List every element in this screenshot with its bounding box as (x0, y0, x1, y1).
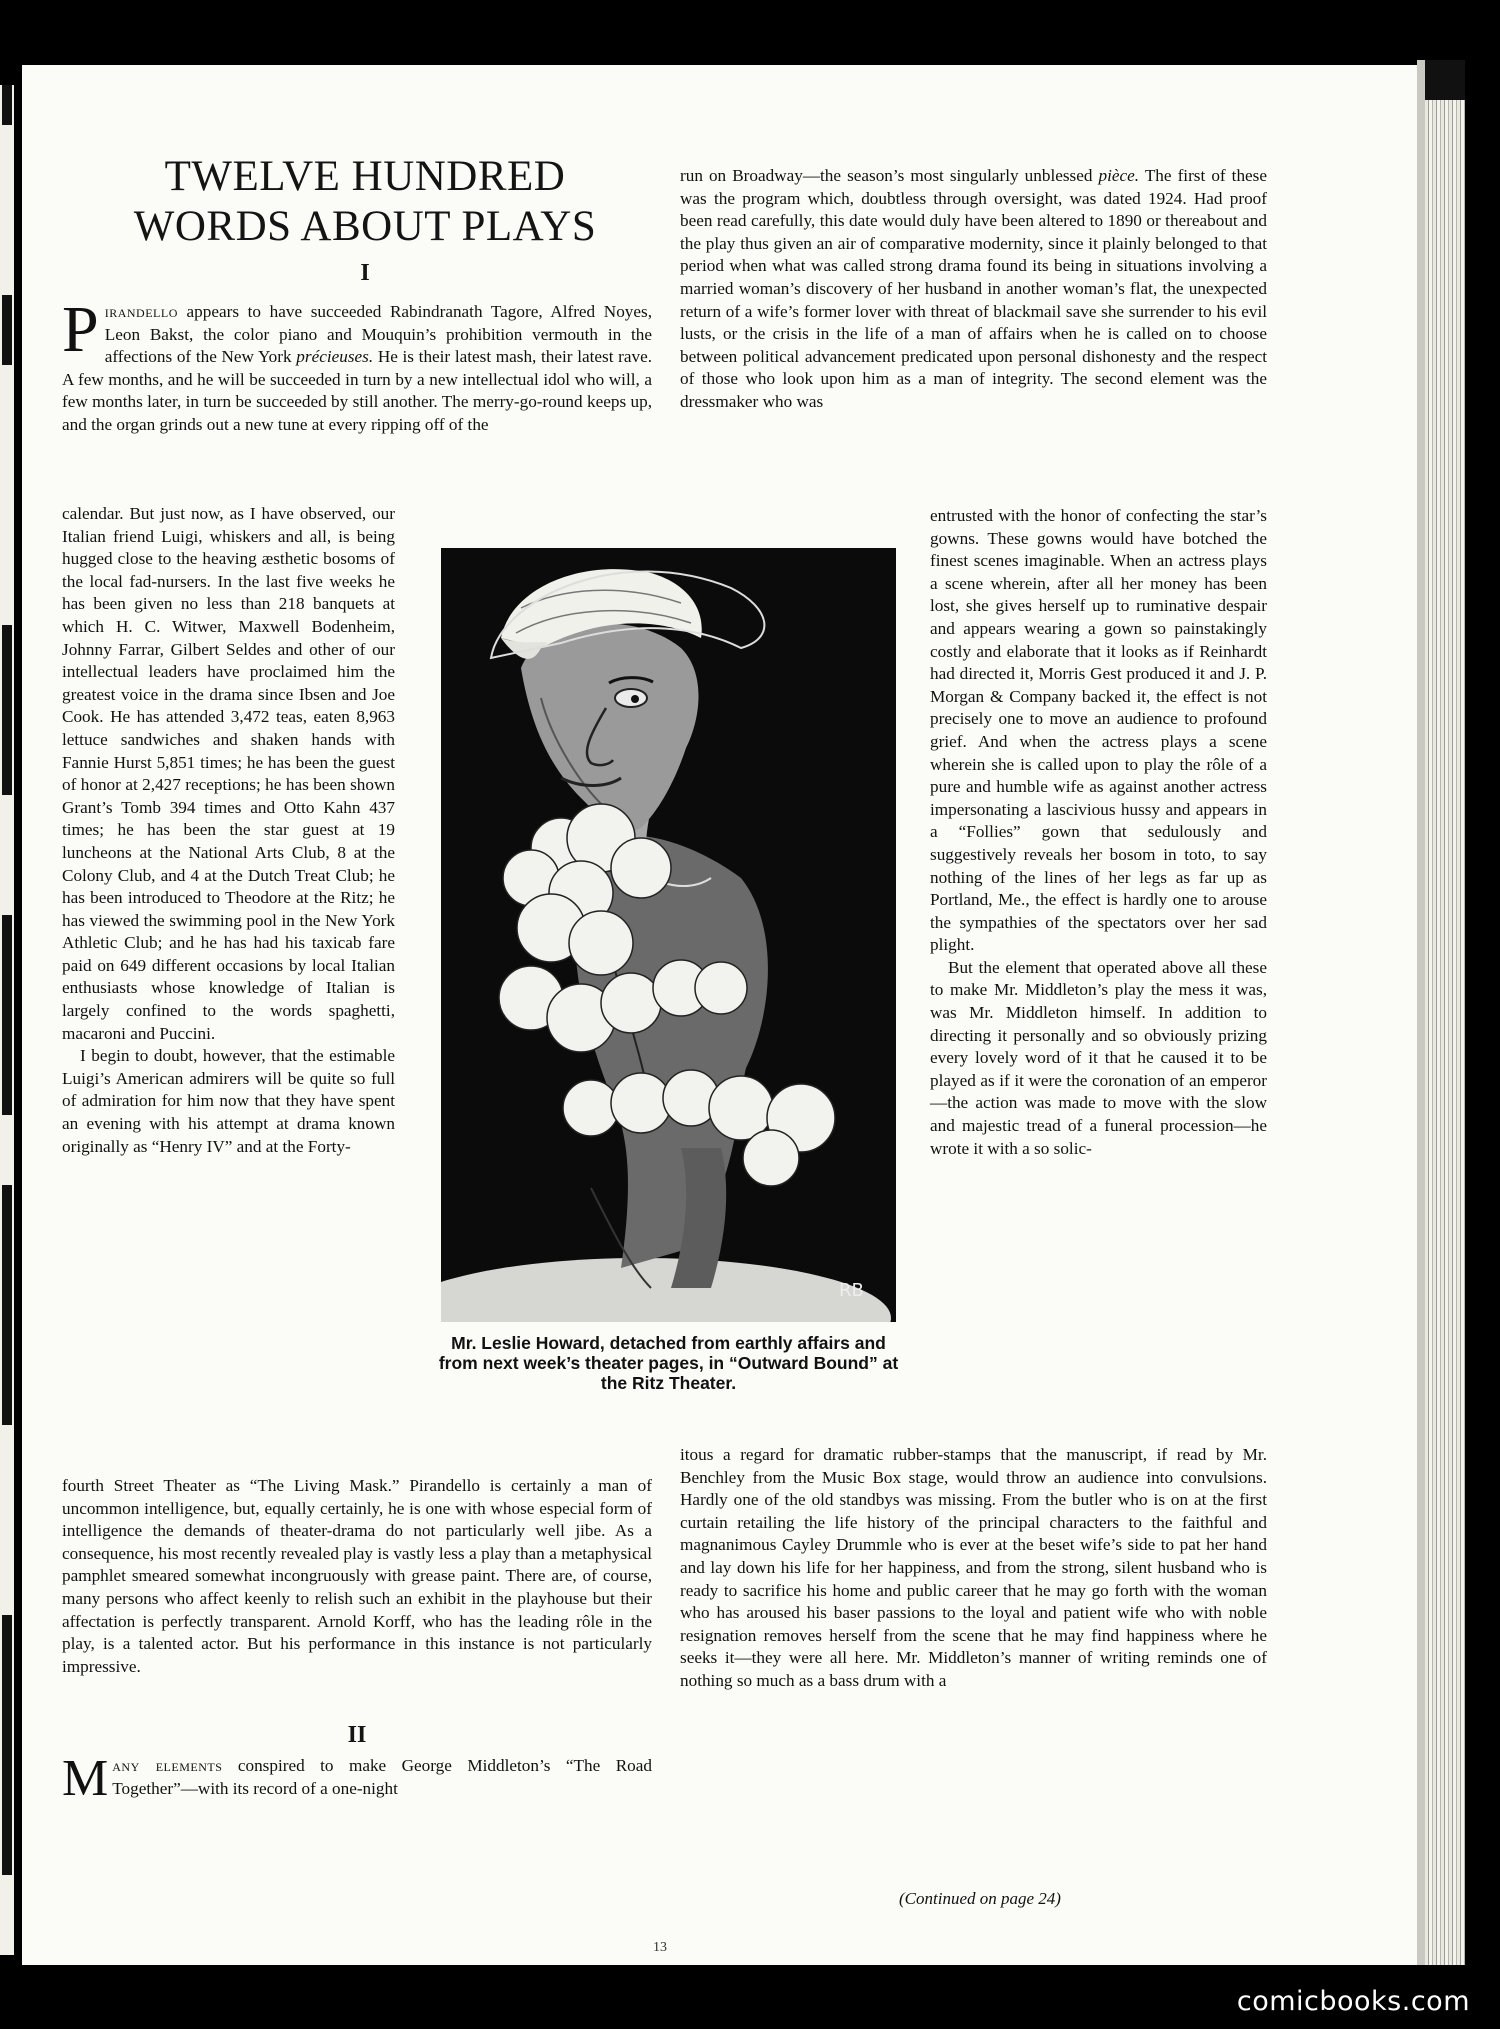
section-1-narrow-text: calendar. But just now, as I have observed, our Italian friend Luigi, whiskers and all, is being hugged close to the heaving æsthetic bosoms of the local fad-nursers. In the last five weeks he has been given no less than 218 banquets at which H. C. Witwer, Maxwell Bodenheim, Johnny Farrar, Gilbert Seldes and other of our intellectual leaders have proclaimed him the greatest voice in the drama since Ibsen and Joe Cook. He has attended 3,472 teas, eaten 8,963 lettuce sandwiches and shaken hands with Fannie Hurst 5,851 times; he has been the guest of honor at 2,427 receptions; he has been shown Grant’s Tomb 394 times and Otto Kahn 437 times; he has been the star guest at 19 luncheons at the National Arts Club, 8 at the Colony Club, and 4 at the Dutch Treat Club; he has been introduced to Theodore at the Ritz; he has viewed the swimming pool in the New York Athletic Club; and he has had his taxicab fare paid on 649 different occasions by local Italian enthusiasts whose knowledge of Italian is largely confined to the words spaghetti, macaroni and Puccini. I begin to doubt, however, that the estimable Luigi’s American admirers will be quite so full of admiration for him now that they have spent an evening with his attempt at drama known originally as “Henry IV” and at the Forty- (62, 504, 395, 1156)
book-page-edges (1417, 60, 1465, 1965)
section-1-closing: fourth Street Theater as “The Living Mask.” Pirandello is certainly a man of uncommon intelligence, but, equally certainly, he is one with whose especial form of intelligence the demands of theater-drama do not particularly well jibe. As a consequence, his most recently revealed play is vastly less a play than a metaphysical pamphlet smeared somewhat incongruously with grease paint. There are, of course, many persons who affect keenly to relish such an exhibit in the playhouse but their affectation is perfectly transparent. Arnold Korff, who has the leading rôle in the play, is a talented actor. But his performance in this instance is not particularly impressive. (62, 1476, 652, 1676)
section-number-1: I (360, 260, 370, 286)
leslie-howard-caricature (441, 548, 896, 1322)
artist-monogram: RB (839, 1280, 864, 1301)
page-number: 13 (653, 1940, 667, 1955)
site-watermark: comicbooks.com (1236, 1986, 1470, 2017)
previous-page-edge (0, 85, 14, 1955)
column-2-top: run on Broadway—the season’s most singularly unblessed pièce. The first of these was the program which, doubtless through oversight, was dated 1924. Had proof been read carefully, this date would duly have been altered to 1890 or thereabout and the play thus given an air of comparative modernity, since it plainly belonged to that period when what was called strong drama found its being in situations involving a married woman’s discovery of her husband in another woman’s flat, the unexpected return of a wife’s former lover with threat of blackmail save she surrender to his evil lusts, or the crisis in the life of a man of affairs when he is called on to choose between political advancement predicated upon personal dishonesty and the respect of those who look upon him as a man of integrity. The second element was the dressmaker who was (680, 166, 1267, 411)
drop-cap: P (62, 293, 99, 366)
column-2-bottom: itous a regard for dramatic rubber-stamps that the manuscript, if read by Mr. Benchley from the Music Box stage, would throw an audience into convulsions. Hardly one of the old standbys was missing. From the butler who is on at the first curtain retailing the life history of the principal characters to the faithful and magnanimous Cayley Drummle who is ever at the beset wife’s side to pat her hand and lay down his life for her happiness, and from the strong, silent husband who is ready to sacrifice his home and public career that he may go forth with the woman who has aroused his baser passions to the loyal and patient wife who with noble resignation removes herself from the scene that he may find happiness where he seeks it—they were all here. Mr. Middleton’s manner of writing reminds one of nothing so much as a bass drum with a (680, 1445, 1267, 1690)
section-1-opening: Pirandello appears to have succeeded Rabindranath Tagore, Alfred Noyes, Leon Bakst, the color piano and Mouquin’s prohibition vermouth in the affections of the New York précieuses. He is their latest mash, their latest rave. A few months, and he will be succeeded in turn by a new intellectual idol who will, a few months later, in turn be succeeded by still another. The merry-go-round keeps up, and the organ grinds out a new tune at every ripping off of the (62, 293, 653, 434)
continued-note: (Continued on page 24) (899, 1889, 1061, 1908)
section-number-2: II (347, 1722, 367, 1748)
article-title: TWELVE HUNDRED WORDS ABOUT PLAYS (133, 153, 597, 250)
caricature-illustration (441, 548, 896, 1322)
column-2-narrow-text: entrusted with the honor of confecting the star’s gowns. These gowns would have botched the finest scenes imaginable. When an actress plays a scene wherein, after all her money has been lost, she gives herself up to ruminative despair and appears wearing a gown so painstakingly costly and elaborate that it looks as if Reinhardt had directed it, Morris Gest produced it and J. P. Morgan & Company backed it, the effect is not precisely one to move an audience to profound grief. And when the actress plays a scene wherein she is called upon to play the rôle of a pure and humble wife as against another actress impersonating a lascivious hussy and appears in a “Follies” gown that sedulously and suggestively reveals her bosom in toto, to say nothing of the lines of her legs as far up as Portland, Me., the effect is hardly one to arouse the sympathies of the spectators over her sad plight. But the element that operated above all these to make Mr. Middleton’s play the mess it was, was Mr. Middleton himself. In addition to directing it personally and so obviously prizing every lovely word of it that he caused it to be played as if it were the coronation of an emperor—the action was made to move with the slow and majestic tread of a funeral procession—he wrote it with a so solic- (930, 506, 1267, 1158)
illustration-caption: Mr. Leslie Howard, detached from earthly affairs and from next week’s theater pages, in “Outward Bound” at the Ritz Theater. (438, 1333, 899, 1393)
section-2-opening: Many elements conspired to make George Middleton’s “The Road Together”—with its record of a one-night (62, 1750, 652, 1807)
drop-cap: M (62, 1750, 109, 1807)
